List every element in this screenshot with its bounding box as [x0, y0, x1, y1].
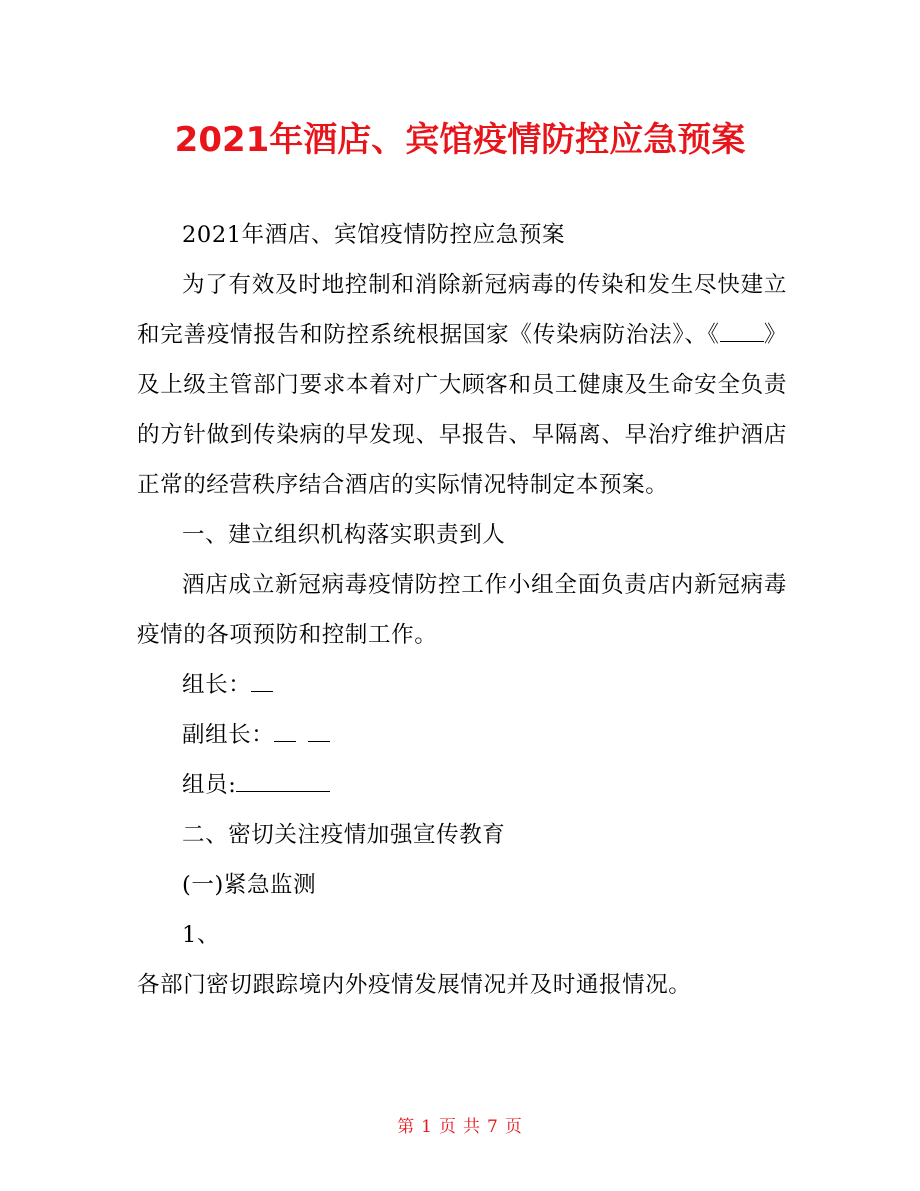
paragraph-title-repeat: 2021年酒店、宾馆疫情防控应急预案: [182, 222, 566, 248]
footer-word-gong: 共: [463, 1117, 481, 1137]
list-item-text: 各部门密切跟踪境内外疫情发展情况并及时通报情况。: [137, 972, 692, 998]
leader-label: 组长：: [182, 672, 252, 698]
intro-text-part-1: 为了有效及时地控制和消除新冠病毒的传染和发生尽快建立和完善疫情报告和防控系统根据国家《传染病防治法》、《: [137, 272, 787, 348]
deputy-blank-1: [274, 719, 296, 742]
page-footer: [0, 1112, 920, 1137]
member-label: 组员:: [182, 772, 237, 798]
leader-blank: [251, 669, 273, 692]
deputy-leader-line: [137, 710, 787, 760]
section-heading-2: 二、密切关注疫情加强宣传教育: [182, 822, 506, 848]
deputy-blank-2: [308, 719, 330, 742]
member-line: [137, 760, 787, 810]
intro-text-part-2: 》及上级主管部门要求本着对广大顾客和员工健康及生命安全负责的方针做到传染病的早发现、早报告、早隔离、早治疗维护酒店正常的经营秩序结合酒店的实际情况特制定本预案。: [137, 322, 787, 498]
footer-total-pages: 7: [487, 1117, 499, 1137]
paragraph-intro: [137, 260, 787, 510]
footer-word-ye-2: 页: [504, 1117, 523, 1137]
section-heading-1: 一、建立组织机构落实职责到人: [182, 522, 506, 548]
document-title: 2021年酒店、宾馆疫情防控应急预案: [174, 120, 746, 160]
document-body: [137, 210, 787, 1010]
deputy-leader-label: 副组长：: [182, 722, 275, 748]
paragraph-working-group: 酒店成立新冠病毒疫情防控工作小组全面负责店内新冠病毒疫情的各项预防和控制工作。: [137, 572, 787, 648]
leader-line: [137, 660, 787, 710]
list-item-number: 1、: [182, 922, 221, 948]
footer-word-ye-1: 页: [439, 1117, 457, 1137]
footer-word-di: 第: [397, 1117, 416, 1137]
blank-underline: [720, 319, 764, 342]
footer-current-page: 1: [421, 1117, 433, 1137]
member-blank: [236, 769, 330, 792]
subsection-heading-emergency-monitoring: (一)紧急监测: [182, 872, 317, 898]
